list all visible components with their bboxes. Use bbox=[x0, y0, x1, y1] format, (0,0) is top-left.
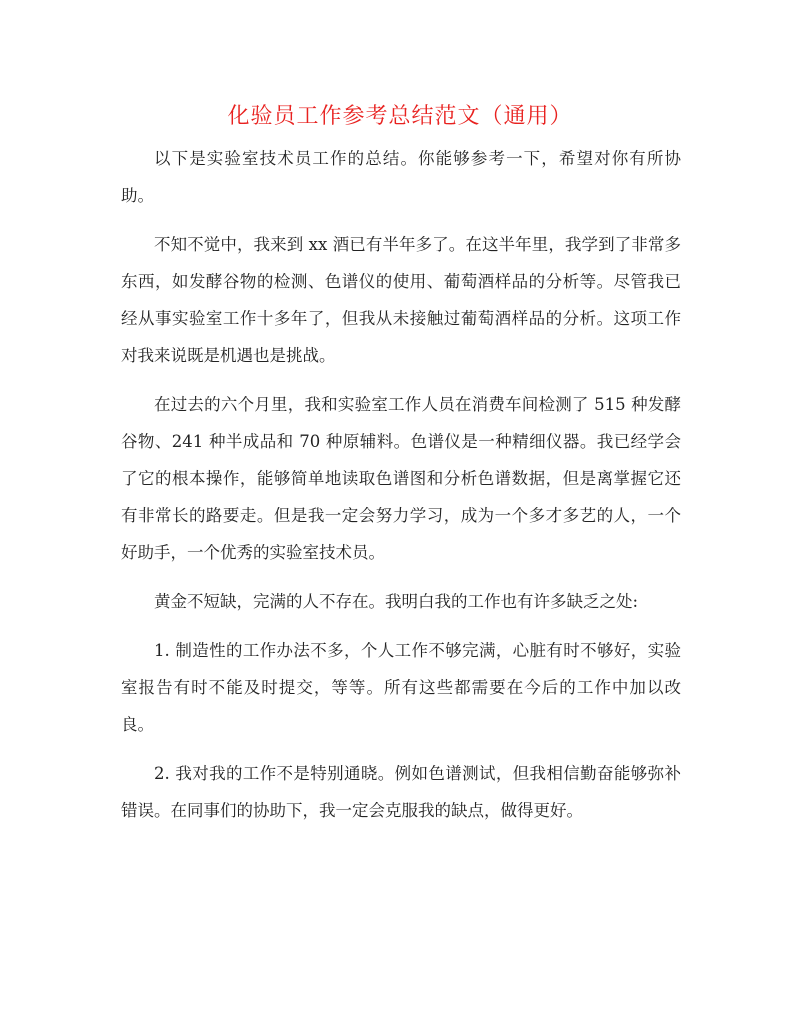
paragraph-item-1: 1. 制造性的工作办法不多，个人工作不够完满，心脏有时不够好，实验室报告有时不能及时提交，等等。所有这些都需要在今后的工作中加以改良。 bbox=[121, 641, 681, 734]
paragraph-intro: 以下是实验室技术员工作的总结。你能够参考一下，希望对你有所协助。 bbox=[121, 149, 681, 205]
paragraph-six-months: 在过去的六个月里，我和实验室工作人员在消费车间检测了 515 种发酵谷物、241 种半成品和 70 种原辅料。色谱仪是一种精细仪器。我已经学会了它的根本操作，能够简单地读取色谱图和分析色谱数据，但是离掌握它还有非常长的路要走。但是我一定会努力学习，成为一个多才多艺的人，一个好助手，一个优秀的实验室技术员。 bbox=[121, 395, 681, 562]
document-body bbox=[121, 140, 681, 841]
paragraph-item-2: 2. 我对我的工作不是特别通晓。例如色谱测试，但我相信勤奋能够弥补错误。在同事们的协助下，我一定会克服我的缺点，做得更好。 bbox=[121, 764, 681, 820]
paragraph-shortcomings: 黄金不短缺，完满的人不存在。我明白我的工作也有许多缺乏之处: bbox=[154, 592, 639, 611]
paragraph-half-year: 不知不觉中，我来到 xx 酒已有半年多了。在这半年里，我学到了非常多东西，如发酵谷物的检测、色谱仪的使用、葡萄酒样品的分析等。尽管我已经从事实验室工作十多年了，但我从未接触过葡萄酒样品的分析。这项工作对我来说既是机遇也是挑战。 bbox=[121, 235, 681, 365]
document-title: 化验员工作参考总结范文（通用） bbox=[227, 104, 573, 129]
